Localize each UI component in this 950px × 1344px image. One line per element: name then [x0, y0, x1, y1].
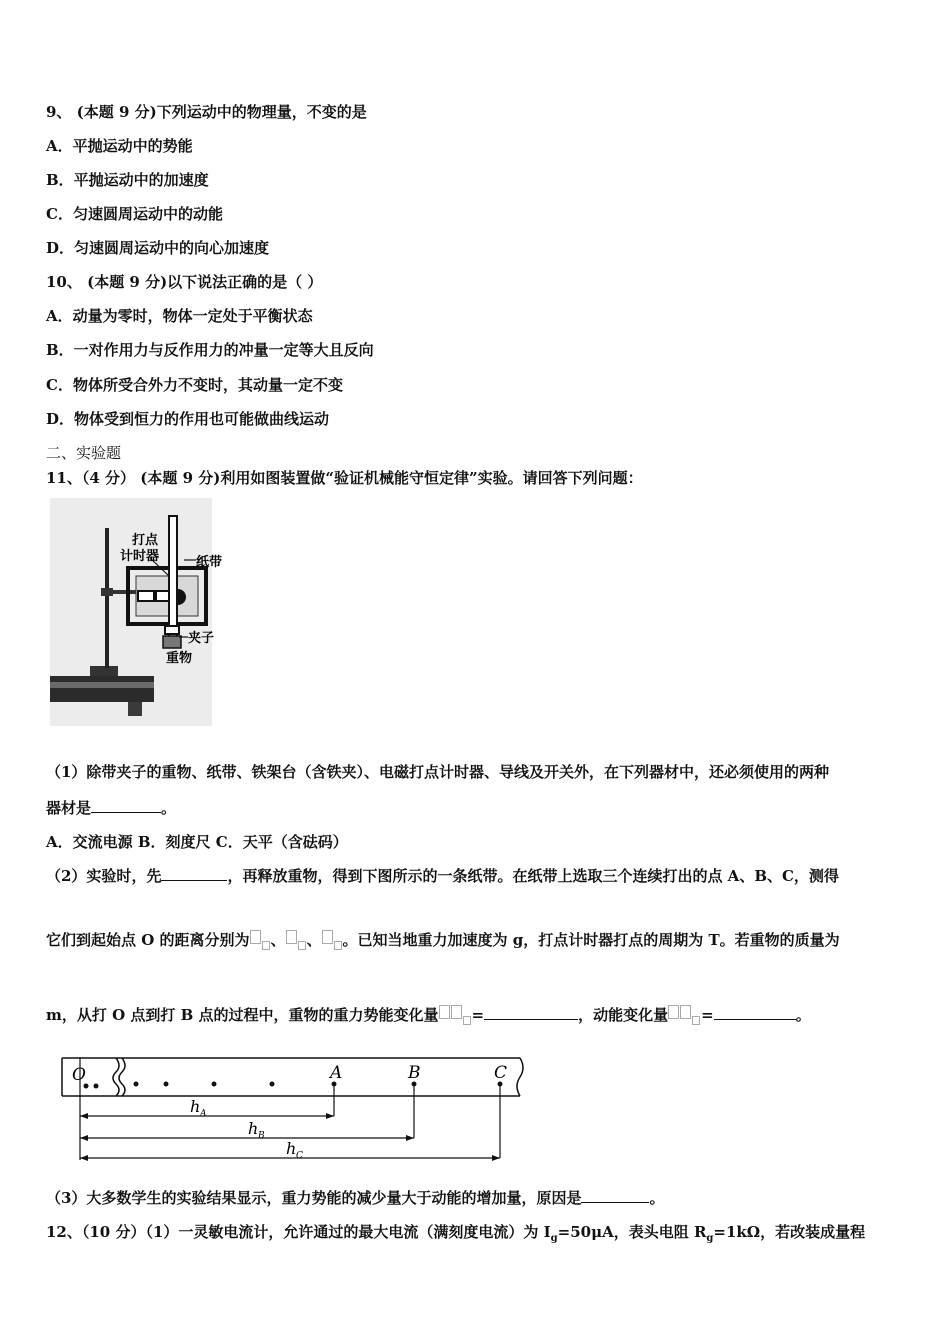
placeholder-deltaEp	[439, 1005, 450, 1019]
q12-tail: =1kΩ，若改装成量程	[713, 1223, 866, 1241]
part2-ek-label: ，动能变化量	[578, 1006, 669, 1024]
part2-energy-label: m，从打 O 点到打 B 点的过程中，重物的重力势能变化量	[46, 1006, 439, 1024]
period-1: 。	[161, 799, 177, 817]
q9-option-b: B．平抛运动中的加速度	[46, 171, 209, 189]
answer-blank-2[interactable]	[161, 866, 227, 881]
answer-blank-Ek[interactable]	[714, 1005, 796, 1020]
placeholder-hB	[286, 930, 297, 944]
part2-start: （2）实验时，先	[46, 867, 162, 885]
q9-option-c: C．匀速圆周运动中的动能	[46, 205, 223, 223]
q12-sub-g-1: g	[550, 1233, 558, 1244]
placeholder-hC-sub	[334, 941, 342, 950]
answer-blank-3[interactable]	[581, 1188, 649, 1203]
point-A: A	[330, 1063, 343, 1083]
period-2: 。	[795, 1006, 811, 1024]
placeholder-hB-sub	[298, 941, 306, 950]
part2-rest: ，再释放重物，得到下图所示的一条纸带。在纸带上选取三个连续打出的点 A、B、C，测得	[227, 867, 839, 885]
placeholder-deltaEk-sub	[692, 1016, 700, 1025]
q10-option-b: B．一对作用力与反作用力的冲量一定等大且反向	[46, 341, 374, 359]
label-clip: 夹子	[188, 631, 215, 646]
q11-stem: 11、（4 分） (本题 9 分)利用如图装置做“验证机械能守恒定律”实验。请回答下列问题：	[46, 469, 643, 487]
q12-stem	[46, 1222, 865, 1249]
q10-option-c: C．物体所受合外力不变时，其动量一定不变	[46, 376, 343, 394]
eq-2: =	[701, 1006, 714, 1024]
q10-stem: 10、 (本题 9 分)以下说法正确的是（ ）	[46, 273, 323, 291]
label-weight: 重物	[166, 651, 193, 666]
section-heading: 二、实验题	[46, 444, 122, 462]
q11-part2-line2	[46, 930, 840, 950]
sep-2: 、	[306, 931, 322, 949]
q11-part1-line2	[46, 798, 176, 818]
apparatus-figure	[50, 498, 223, 726]
label-tape: 纸带	[196, 555, 223, 570]
q9-option-d: D．匀速圆周运动中的向心加速度	[46, 239, 270, 257]
point-C: C	[494, 1063, 508, 1083]
label-hC-sub: C	[296, 1151, 303, 1161]
q12-sub-g-2: g	[706, 1233, 714, 1244]
answer-blank-1[interactable]	[91, 798, 161, 813]
q9-stem: 9、 (本题 9 分)下列运动中的物理量，不变的是	[46, 103, 367, 121]
q10-option-a: A．动量为零时，物体一定处于平衡状态	[46, 307, 313, 325]
placeholder-hC	[322, 930, 333, 944]
q9-option-a: A．平抛运动中的势能	[46, 137, 193, 155]
label-hB-sub: B	[258, 1131, 265, 1141]
point-O: O	[72, 1065, 86, 1085]
part1-label: 器材是	[46, 799, 92, 817]
q12-prefix: 12、（10 分）（1）一灵敏电流计，允许通过的最大电流（满刻度电流）为 I	[46, 1223, 551, 1241]
part3-text: （3）大多数学生的实验结果显示，重力势能的减少量大于动能的增加量，原因是	[46, 1189, 582, 1207]
q11-part1-options: A．交流电源 B．刻度尺 C．天平（含砝码）	[46, 833, 348, 851]
placeholder-hA	[250, 930, 261, 944]
q11-part2-line3	[46, 1005, 811, 1025]
placeholder-hA-sub	[262, 941, 270, 950]
q11-part3	[46, 1188, 664, 1208]
label-timer-1: 打点	[132, 533, 159, 548]
label-hB: h	[248, 1119, 259, 1138]
q12-mid: =50μA，表头电阻 R	[557, 1223, 707, 1241]
placeholder-deltaEk	[668, 1005, 679, 1019]
part2-given: 。已知当地重力加速度为 g，打点计时器打点的周期为 T。若重物的质量为	[342, 931, 840, 949]
label-timer-2: 计时器	[120, 549, 160, 564]
label-hC: h	[286, 1139, 297, 1158]
sep-1: 、	[270, 931, 286, 949]
label-hA-sub: A	[200, 1109, 207, 1119]
part2-distances-label: 它们到起始点 O 的距离分别为	[46, 931, 250, 949]
q10-option-d: D．物体受到恒力的作用也可能做曲线运动	[46, 410, 330, 428]
placeholder-deltaEk-2	[680, 1005, 691, 1019]
paper-tape-figure	[58, 1050, 528, 1170]
period-3: 。	[649, 1189, 665, 1207]
label-hA: h	[190, 1097, 201, 1116]
eq-1: =	[471, 1006, 485, 1024]
answer-blank-Ep[interactable]	[484, 1005, 578, 1020]
placeholder-deltaEp-sub	[463, 1016, 471, 1025]
point-B: B	[408, 1063, 421, 1083]
q11-part2-line1	[46, 866, 839, 886]
placeholder-deltaEp-2	[451, 1005, 462, 1019]
q11-part1-line1: （1）除带夹子的重物、纸带、铁架台（含铁夹）、电磁打点计时器、导线及开关外，在下列器材中，还必须使用的两种	[46, 763, 829, 781]
